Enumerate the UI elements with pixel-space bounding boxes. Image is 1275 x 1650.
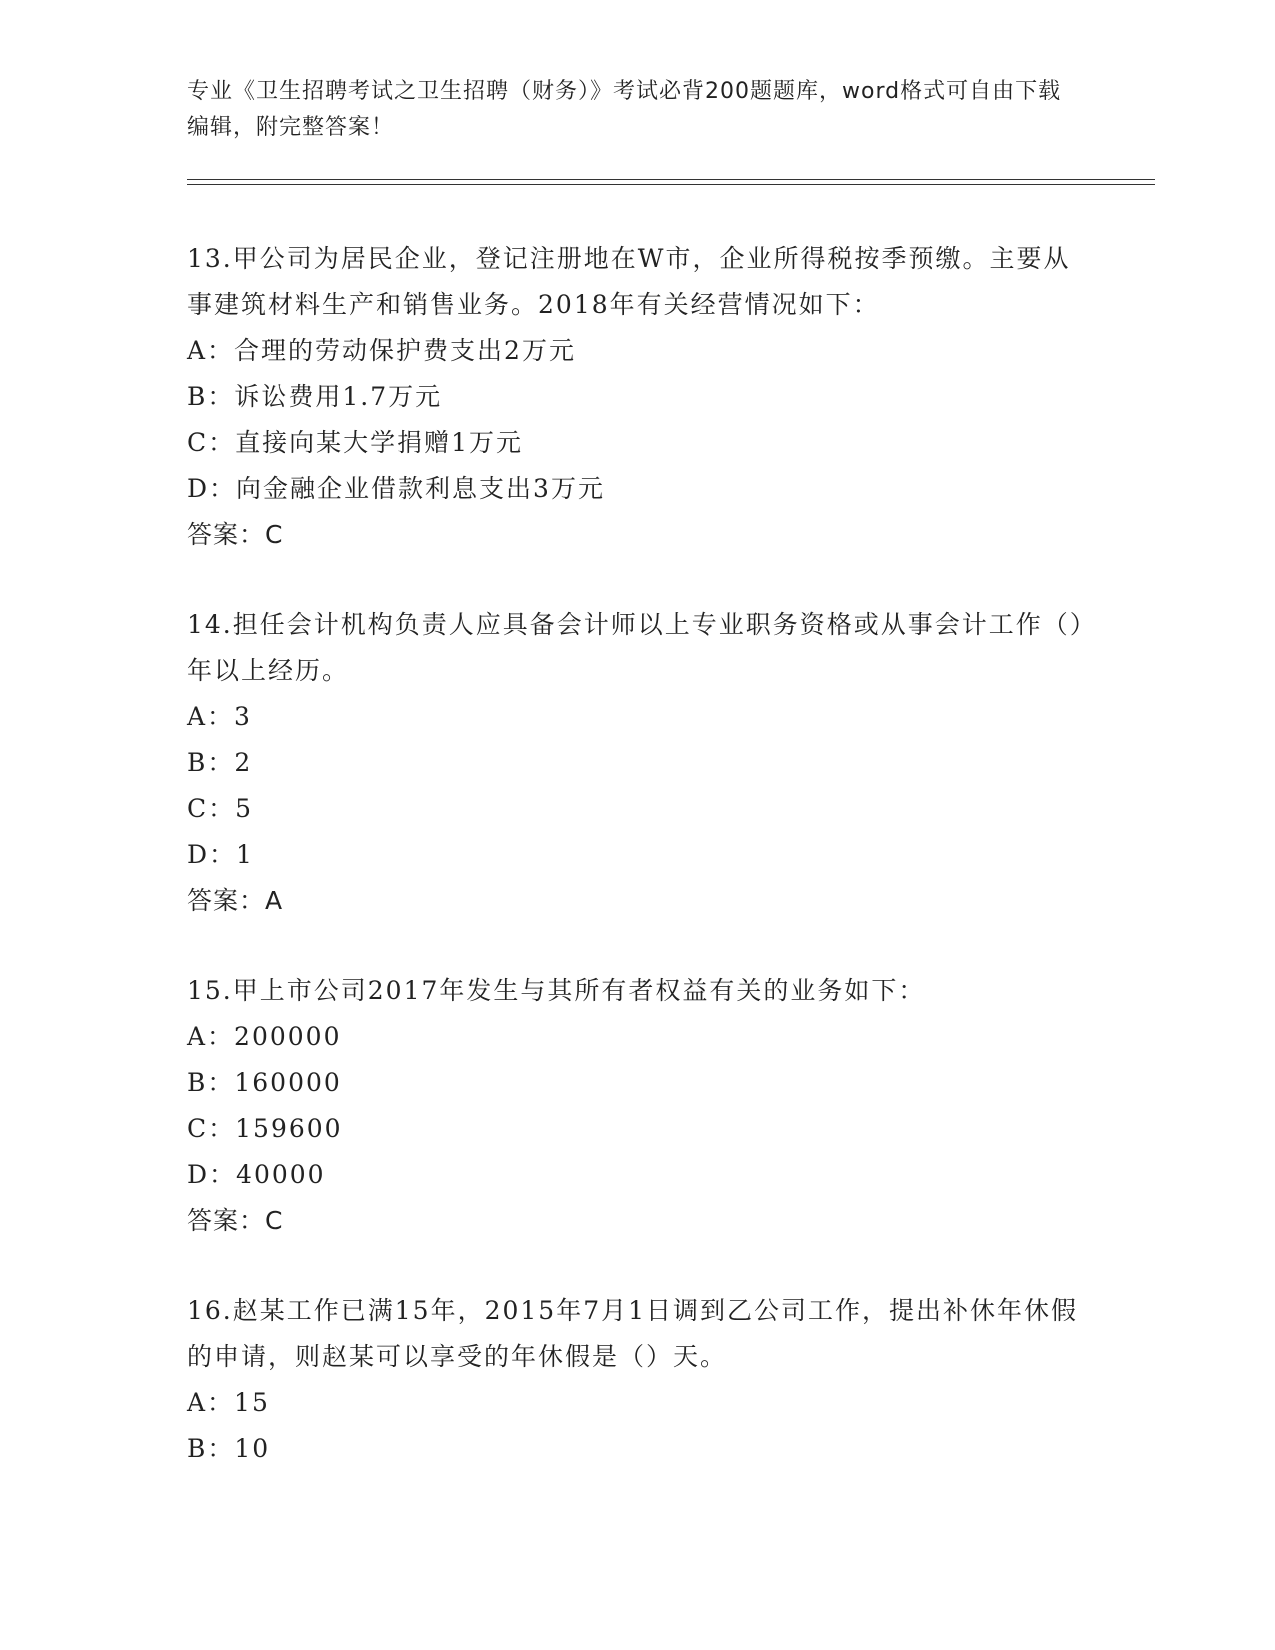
- question-stem: 13.甲公司为居民企业，登记注册地在W市，企业所得税按季预缴。主要从事建筑材料生产和销售业务。2018年有关经营情况如下：: [187, 244, 1071, 319]
- question-stem: 16.赵某工作已满15年，2015年7月1日调到乙公司工作，提出补休年休假的申请，则赵某可以享受的年休假是（）天。: [187, 1296, 1079, 1371]
- question-list: [187, 236, 1087, 1516]
- option-a: A：15: [187, 1388, 270, 1417]
- option-d: D：向金融企业借款利息支出3万元: [187, 474, 605, 503]
- option-a: A：3: [187, 702, 252, 731]
- question-stem: 14.担任会计机构负责人应具备会计师以上专业职务资格或从事会计工作（）年以上经历。: [187, 610, 1085, 685]
- answer-line: 答案：C: [187, 1206, 284, 1235]
- question-stem: 15.甲上市公司2017年发生与其所有者权益有关的业务如下：: [187, 976, 926, 1005]
- option-d: D：1: [187, 840, 254, 869]
- question-15: [187, 968, 1087, 1244]
- document-header: 专业《卫生招聘考试之卫生招聘（财务）》考试必背200题题库，word格式可自由下载编辑，附完整答案！: [187, 79, 1062, 140]
- option-b: B：2: [187, 748, 253, 777]
- option-b: B：诉讼费用1.7万元: [187, 382, 443, 411]
- option-c: C：159600: [187, 1114, 343, 1143]
- question-13: [187, 236, 1087, 558]
- answer-line: 答案：C: [187, 520, 284, 549]
- answer-line: 答案：A: [187, 886, 284, 915]
- question-14: [187, 602, 1087, 924]
- header-divider-bottom: [187, 184, 1155, 185]
- option-c: C：5: [187, 794, 254, 823]
- option-b: B：10: [187, 1434, 271, 1463]
- header-divider-top: [187, 179, 1155, 180]
- option-c: C：直接向某大学捐赠1万元: [187, 428, 524, 457]
- question-16: [187, 1288, 1087, 1472]
- option-b: B：160000: [187, 1068, 342, 1097]
- option-a: A：合理的劳动保护费支出2万元: [187, 336, 576, 365]
- option-a: A：200000: [187, 1022, 342, 1051]
- option-d: D：40000: [187, 1160, 326, 1189]
